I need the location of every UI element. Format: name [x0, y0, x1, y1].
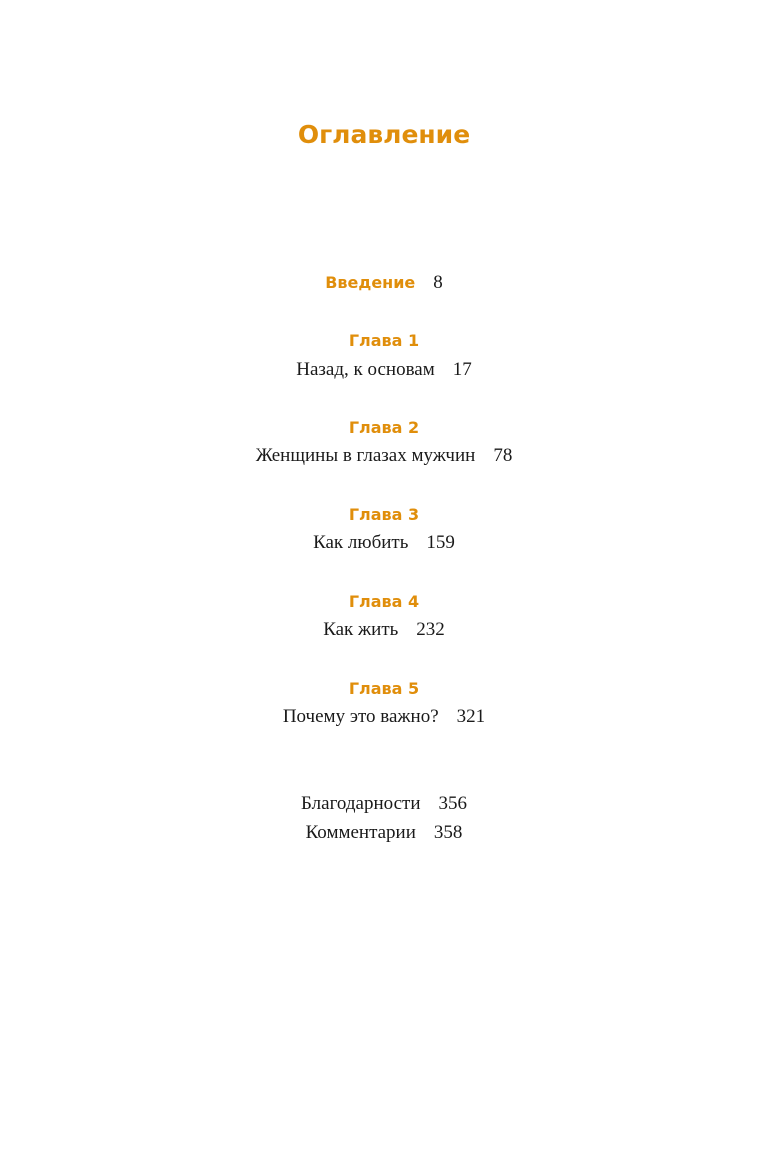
chapter-3-page: 159	[426, 532, 455, 553]
chapter-5-entry[interactable]	[0, 705, 768, 729]
intro-page: 8	[433, 272, 443, 293]
chapter-2-label: Глава 2	[348, 418, 420, 437]
chapter-5-label: Глава 5	[348, 679, 420, 698]
chapter-4-entry[interactable]	[0, 618, 768, 642]
chapter-1-page: 17	[452, 359, 472, 380]
chapter-4-label: Глава 4	[348, 592, 420, 611]
chapter-2-title: Женщины в глазах мужчин	[255, 445, 476, 466]
intro-label: Введение	[325, 273, 416, 292]
chapter-3-entry[interactable]	[0, 531, 768, 555]
chapter-3-label: Глава 3	[348, 505, 420, 524]
chapter-3-title: Как любить	[313, 532, 409, 553]
chapter-1-title: Назад, к основам	[296, 359, 435, 380]
chapter-4-title: Как жить	[323, 619, 399, 640]
acknowledgements-title: Благодарности	[301, 793, 421, 814]
comments-page: 358	[433, 822, 463, 843]
chapter-1-entry[interactable]	[0, 358, 768, 382]
chapter-2-entry[interactable]	[0, 444, 768, 468]
acknowledgements-entry[interactable]	[0, 792, 768, 816]
chapter-1-label: Глава 1	[348, 331, 420, 350]
acknowledgements-page: 356	[438, 793, 467, 814]
toc-intro[interactable]	[0, 272, 768, 294]
chapter-5-title: Почему это важно?	[282, 706, 439, 727]
comments-title: Комментарии	[305, 822, 416, 843]
chapter-5-page: 321	[456, 706, 486, 727]
page-title: Оглавление	[297, 120, 471, 149]
chapter-2-page: 78	[493, 445, 513, 466]
chapter-4-page: 232	[416, 619, 445, 640]
comments-entry[interactable]	[0, 821, 768, 845]
